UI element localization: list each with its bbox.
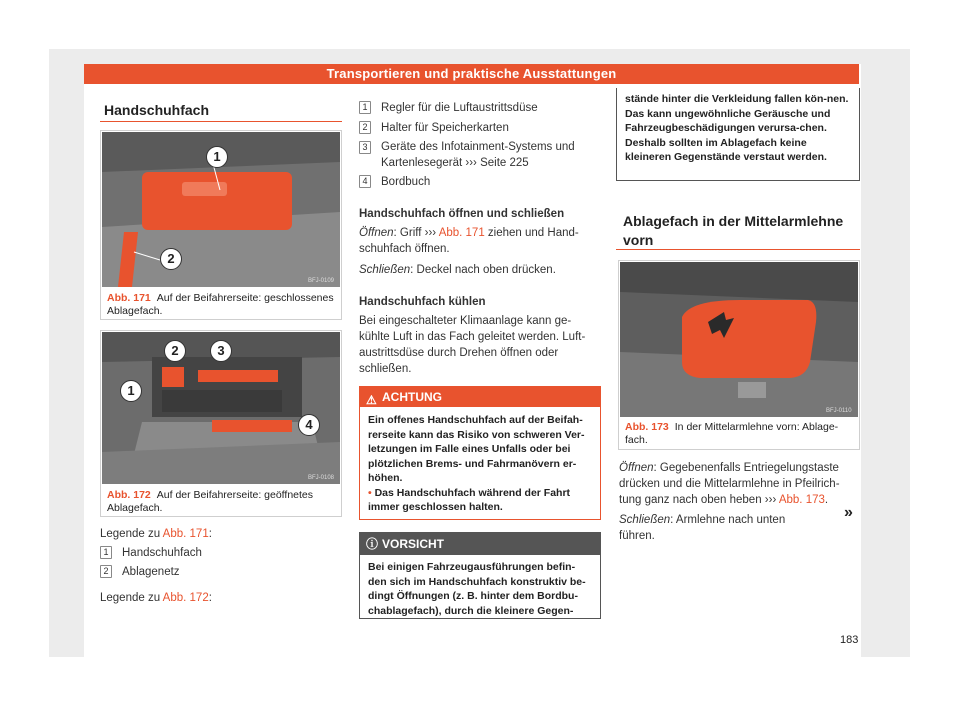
figure-172-callout-4: 4 (298, 414, 320, 436)
page-number: 183 (840, 634, 859, 646)
legend-172-suffix: : (208, 592, 212, 604)
paragraph-open (359, 225, 591, 257)
paragraph-close (359, 262, 591, 278)
open-link-abb171[interactable]: Abb. 171 (438, 227, 485, 239)
caution-box (359, 532, 601, 619)
figure-172-label: Abb. 172 (107, 489, 151, 501)
legend-171-item-1 (100, 545, 202, 561)
legend-172-item-4 (359, 174, 589, 190)
caution-continuation-box (616, 88, 860, 181)
figure-171-code: BFJ-0109 (308, 278, 335, 284)
figure-171 (100, 130, 342, 320)
legend-text: Regler für die Luftaustrittsdüse (381, 102, 538, 114)
legend-172-item-1 (359, 100, 589, 116)
figure-171-image (102, 132, 340, 287)
warning-bullet-item (368, 486, 592, 515)
legend-172-heading (100, 590, 212, 606)
open-link-abb173[interactable]: Abb. 173 (778, 494, 825, 506)
open-label: Öffnen (619, 462, 654, 474)
figure-172-callout-2: 2 (164, 340, 186, 362)
legend-172-prefix: Legende zu (100, 592, 163, 604)
chapter-banner: Transportieren und praktische Ausstattungen (84, 64, 859, 84)
legend-171-item-2 (100, 564, 180, 580)
legend-text: Ablagenetz (122, 566, 180, 578)
section-title-handschuhfach: Handschuhfach (104, 102, 210, 118)
open-text-2: ziehen und Hand-schuhfach öffnen. (359, 227, 579, 255)
close-label: Schließen (619, 514, 671, 526)
legend-number: 3 (359, 141, 371, 154)
legend-text: Halter für Speicherkarten (381, 122, 509, 134)
legend-number: 1 (100, 546, 112, 559)
legend-172-item-2 (359, 120, 589, 136)
figure-171-callout-2: 2 (160, 248, 182, 270)
legend-172-link[interactable]: Abb. 172 (162, 592, 209, 604)
warning-box (359, 386, 601, 520)
warning-title: ACHTUNG (382, 390, 442, 404)
figure-173-code: BFJ-0110 (826, 408, 852, 414)
heading-cool: Handschuhfach kühlen (359, 296, 486, 308)
legend-number: 1 (359, 101, 371, 114)
legend-number: 4 (359, 175, 371, 188)
figure-171-caption (107, 292, 335, 318)
warning-text: Ein offenes Handschuhfach auf der Beifah-rerseite kann das Risiko von schweren Ver-letzungen im Falle eines Unfalls oder bei plötzlichen Brems- und Fahrmanövern er-höhen. (368, 414, 585, 484)
figure-172 (100, 330, 342, 517)
open-text-1: : Griff ››› (393, 227, 439, 239)
figure-172-callout-1: 1 (120, 380, 142, 402)
figure-173-image (620, 262, 858, 417)
legend-text: Bordbuch (381, 176, 431, 188)
figure-172-caption-text: Auf der Beifahrerseite: geöffnetes Ablagefach. (107, 489, 314, 514)
warning-body (360, 407, 600, 521)
section-rule (100, 121, 342, 122)
figure-173-caption-text: In der Mittelarmlehne vorn: Ablage-fach. (625, 421, 839, 446)
caution-header (360, 533, 600, 555)
open-text-1: : Gegebenenfalls Entriegelungstaste drücken und die Mittelarmlehne in Pfeilrich-tung ganz nach oben heben ››› (619, 462, 840, 506)
caution-body: Bei einigen Fahrzeugausführungen befin-den sich im Handschuhfach konstruktiv be-dingt Öffnungen (z. B. hinter dem Bordbu-chablagefach), durch die kleinere Gegen- (368, 561, 586, 617)
warning-header (360, 387, 600, 407)
close-label: Schließen (359, 264, 411, 276)
legend-number: 2 (359, 121, 371, 134)
info-circle-icon: ⓘ (366, 537, 379, 551)
legend-171-prefix: Legende zu (100, 528, 163, 540)
paragraph-close-armrest (619, 512, 819, 544)
legend-171-link[interactable]: Abb. 171 (162, 528, 209, 540)
legend-text: Handschuhfach (122, 547, 202, 559)
figure-172-callout-3: 3 (210, 340, 232, 362)
section-title-mittelarmlehne: Ablagefach in der Mittelarmlehne vorn (623, 213, 844, 248)
figure-173-caption (625, 421, 853, 447)
heading-open-close: Handschuhfach öffnen und schließen (359, 208, 565, 220)
continue-mark: » (844, 504, 853, 521)
legend-171-heading (100, 526, 212, 542)
open-text-2: . (824, 494, 829, 506)
close-text: : Deckel nach oben drücken. (410, 264, 556, 276)
warning-triangle-icon: ⚠ (366, 393, 377, 407)
caution-title: VORSICHT (382, 537, 445, 551)
figure-173 (618, 260, 860, 450)
paragraph-open-armrest (619, 460, 859, 508)
bullet-icon: • (368, 486, 375, 499)
figure-172-image (102, 332, 340, 484)
legend-text: Geräte des Infotainment-Systems und Kartenlesegerät ››› Seite 225 (381, 141, 575, 169)
figure-171-callout-1: 1 (206, 146, 228, 168)
close-text: : Armlehne nach unten führen. (619, 514, 786, 542)
figure-173-label: Abb. 173 (625, 421, 669, 433)
warning-bullet-text: Das Handschuhfach während der Fahrt immer geschlossen halten. (368, 486, 571, 513)
figure-172-code: BFJ-0108 (308, 475, 335, 481)
legend-number: 2 (100, 565, 112, 578)
armrest-illustration (620, 262, 858, 417)
open-label: Öffnen (359, 227, 394, 239)
figure-172-caption (107, 489, 335, 515)
figure-171-label: Abb. 171 (107, 292, 151, 304)
paragraph-cool: Bei eingeschalteter Klimaanlage kann ge-kühlte Luft in das Fach geleitet werden. Luft-austrittsdüse durch Drehen öffnen oder schließen. (359, 315, 586, 375)
caution-continuation-text: stände hinter die Verkleidung fallen kön-nen. Das kann ungewöhnliche Geräusche und Fahrzeugbeschädigungen verursa-chen. Deshalb sollten im Ablagefach keine kleineren Gegenstände verstaut werden. (625, 93, 849, 163)
figure-171-caption-text: Auf der Beifahrerseite: geschlossenes Ablagefach. (107, 292, 334, 317)
section-rule (616, 249, 860, 250)
legend-171-suffix: : (208, 528, 212, 540)
